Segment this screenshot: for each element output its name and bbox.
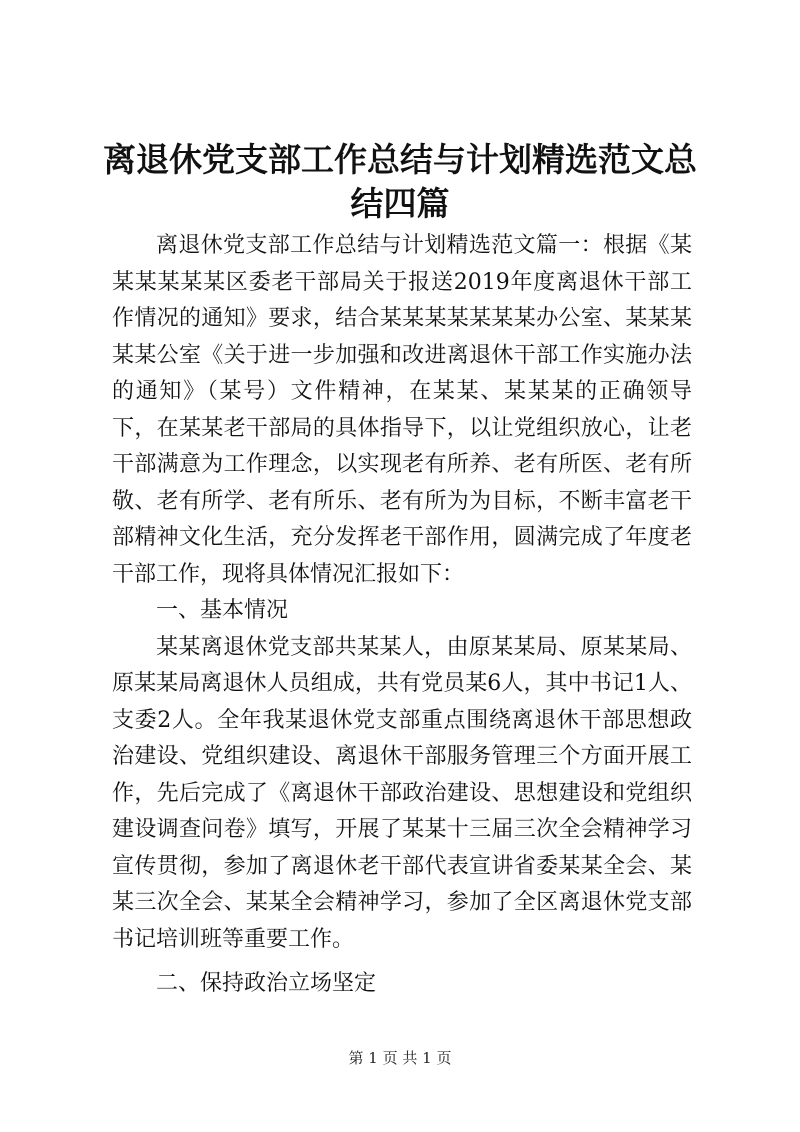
document-body (112, 228, 692, 1003)
paragraph-basic-situation: 某某离退休党支部共某某人，由原某某局、原某某局、原某某局离退休人员组成，共有党员某6人，其中书记1人、支委2人。全年我某退休党支部重点围绕离退休干部思想政治建设、党组织建设、离退休干部服务管理三个方面开展工作，先后完成了《离退休干部政治建设、思想建设和党组织建设调查问卷》填写，开展了某某十三届三次全会精神学习宣传贯彻，参加了离退休老干部代表宣讲省委某某全会、某某三次全会、某某全会精神学习，参加了全区离退休党支部书记培训班等重要工作。 (112, 634, 692, 952)
section-heading-political-stance: 二、保持政治立场坚定 (156, 971, 377, 996)
document-title: 离退休党支部工作总结与计划精选范文总结四篇 (103, 140, 697, 223)
page-number-footer: 第 1 页 共 1 页 (348, 1049, 452, 1067)
section-heading-basic-situation: 一、基本情况 (156, 598, 289, 623)
paragraph-intro: 离退休党支部工作总结与计划精选范文篇一：根据《某某某某某某区委老干部局关于报送2019年度离退休干部工作情况的通知》要求，结合某某某某某某某办公室、某某某某某公室《关于进一步加强和改进离退休干部工作实施办法的通知》（某号）文件精神，在某某、某某某的正确领导下，在某某老干部局的具体指导下，以让党组织放心，让老干部满意为工作理念，以实现老有所养、老有所医、老有所敬、老有所学、老有所乐、老有所为为目标，不断丰富老干部精神文化生活，充分发挥老干部作用，圆满完成了年度老干部工作，现将具体情况汇报如下： (112, 233, 692, 587)
